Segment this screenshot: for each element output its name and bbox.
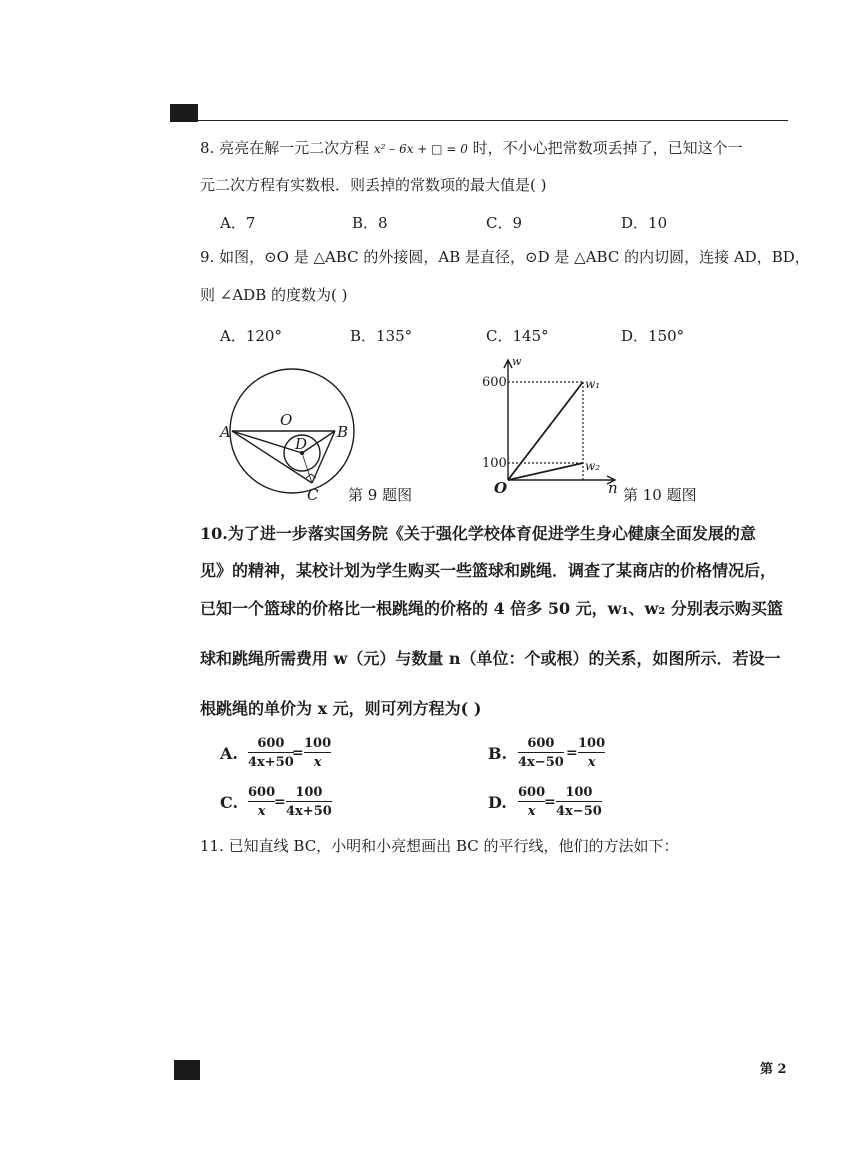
- q10-option-c-label: C.: [220, 793, 239, 812]
- q10-option-a-label: A.: [220, 744, 238, 763]
- scan-corner-mark-top: [170, 104, 198, 122]
- q8-option-a: A．7: [220, 214, 256, 232]
- fig9-label-o: O: [280, 411, 293, 429]
- numerator: 100: [578, 736, 606, 751]
- q8-line1-text-a: 8. 亮亮在解一元二次方程: [200, 139, 370, 157]
- equals-sign: =: [566, 745, 578, 761]
- q8-line1-text-b: 时，不小心把常数项丢掉了，已知这个一: [472, 139, 743, 157]
- fig10-w2-label: w₂: [585, 459, 601, 473]
- q9-option-b: B．135°: [350, 327, 413, 345]
- q8-line2: 元二次方程有实数根．则丢掉的常数项的最大值是( ): [200, 176, 547, 194]
- q8-option-c: C．9: [486, 214, 523, 232]
- fraction-bar: [556, 801, 602, 802]
- numerator: 600: [257, 736, 285, 751]
- q10-option-b-label: B.: [488, 744, 508, 763]
- denominator: x: [313, 755, 322, 770]
- q10-option-a-right-fraction: [304, 736, 331, 770]
- fraction-bar: [304, 752, 331, 753]
- segment-cd: [302, 453, 312, 483]
- q8-line1: [200, 138, 743, 159]
- q10-option-c-right-fraction: [286, 785, 332, 819]
- equals-sign: =: [292, 745, 304, 761]
- q9-option-d: D．150°: [621, 327, 685, 345]
- fig10-x-label: n: [608, 479, 618, 497]
- q10-line1: 10.为了进一步落实国务院《关于强化学校体育促进学生身心健康全面发展的意: [200, 524, 756, 543]
- q9-line1: 9. 如图，⊙O 是 △ABC 的外接圆，AB 是直径，⊙D 是 △ABC 的内切圆，连接 AD，BD，: [200, 248, 810, 266]
- fig10-tick-600: 600: [482, 375, 507, 390]
- numerator: 600: [518, 785, 546, 800]
- q9-option-c: C．145°: [486, 327, 549, 345]
- numerator: 100: [295, 785, 323, 800]
- fraction-bar: [578, 752, 605, 753]
- denominator: 4x+50: [248, 755, 294, 770]
- q10-line2: 见》的精神，某校计划为学生购买一些篮球和跳绳．调查了某商店的价格情况后，: [200, 561, 777, 580]
- fig10-w1-label: w₁: [585, 377, 601, 391]
- q10-option-a-left-fraction: [248, 736, 294, 770]
- q10-line4: 球和跳绳所需费用 w（元）与数量 n（单位：个或根）的关系，如图所示．若设一: [200, 649, 781, 668]
- header-rule: [196, 120, 788, 121]
- page-number: 第 2: [760, 1062, 787, 1077]
- q10-option-b-left-fraction: [518, 736, 564, 770]
- numerator: 600: [527, 736, 555, 751]
- q8-option-d: D．10: [621, 214, 668, 232]
- q10-option-b-right-fraction: [578, 736, 605, 770]
- denominator: x: [527, 804, 536, 819]
- fraction-bar: [518, 752, 564, 753]
- fraction-bar: [248, 801, 275, 802]
- fig10-tick-100: 100: [482, 456, 507, 471]
- scan-corner-mark-bottom: [174, 1060, 200, 1080]
- q11-line1: 11. 已知直线 BC，小明和小亮想画出 BC 的平行线，他们的方法如下：: [200, 837, 679, 855]
- fig9-caption: 第 9 题图: [348, 486, 413, 504]
- numerator: 100: [565, 785, 593, 800]
- q10-line3: 已知一个篮球的价格比一根跳绳的价格的 4 倍多 50 元，w₁、w₂ 分别表示购买篮: [200, 599, 783, 618]
- numerator: 100: [304, 736, 332, 751]
- fig10-origin-label: O: [494, 479, 508, 497]
- denominator: x: [587, 755, 596, 770]
- denominator: x: [257, 804, 266, 819]
- fraction-bar: [248, 752, 294, 753]
- equals-sign: =: [544, 794, 556, 810]
- fig9-label-d: D: [295, 435, 308, 453]
- fig10-caption: 第 10 题图: [623, 486, 697, 504]
- q10-option-d-left-fraction: [518, 785, 545, 819]
- fig10-y-label: w: [512, 355, 522, 368]
- fig9-label-c: C: [307, 486, 319, 504]
- q10-line5: 根跳绳的单价为 x 元，则可列方程为( ): [200, 699, 482, 718]
- segment-ad: [232, 431, 302, 453]
- fraction-bar: [286, 801, 332, 802]
- q8-option-b: B．8: [352, 214, 388, 232]
- figure-9-geometry: [222, 362, 372, 502]
- q9-line2: 则 ∠ADB 的度数为( ): [200, 286, 348, 304]
- q10-option-c-left-fraction: [248, 785, 275, 819]
- q10-option-d-right-fraction: [556, 785, 602, 819]
- equals-sign: =: [274, 794, 286, 810]
- q8-equation: x² – 6x + □ = 0: [373, 142, 468, 156]
- fig9-label-a: A: [220, 423, 231, 441]
- denominator: 4x+50: [286, 804, 332, 819]
- fraction-bar: [518, 801, 545, 802]
- denominator: 4x−50: [556, 804, 602, 819]
- q10-option-d-label: D.: [488, 793, 507, 812]
- q9-option-a: A．120°: [220, 327, 282, 345]
- denominator: 4x−50: [518, 755, 564, 770]
- figure-10-graph: [490, 352, 620, 492]
- fig9-label-b: B: [337, 423, 349, 441]
- numerator: 600: [248, 785, 276, 800]
